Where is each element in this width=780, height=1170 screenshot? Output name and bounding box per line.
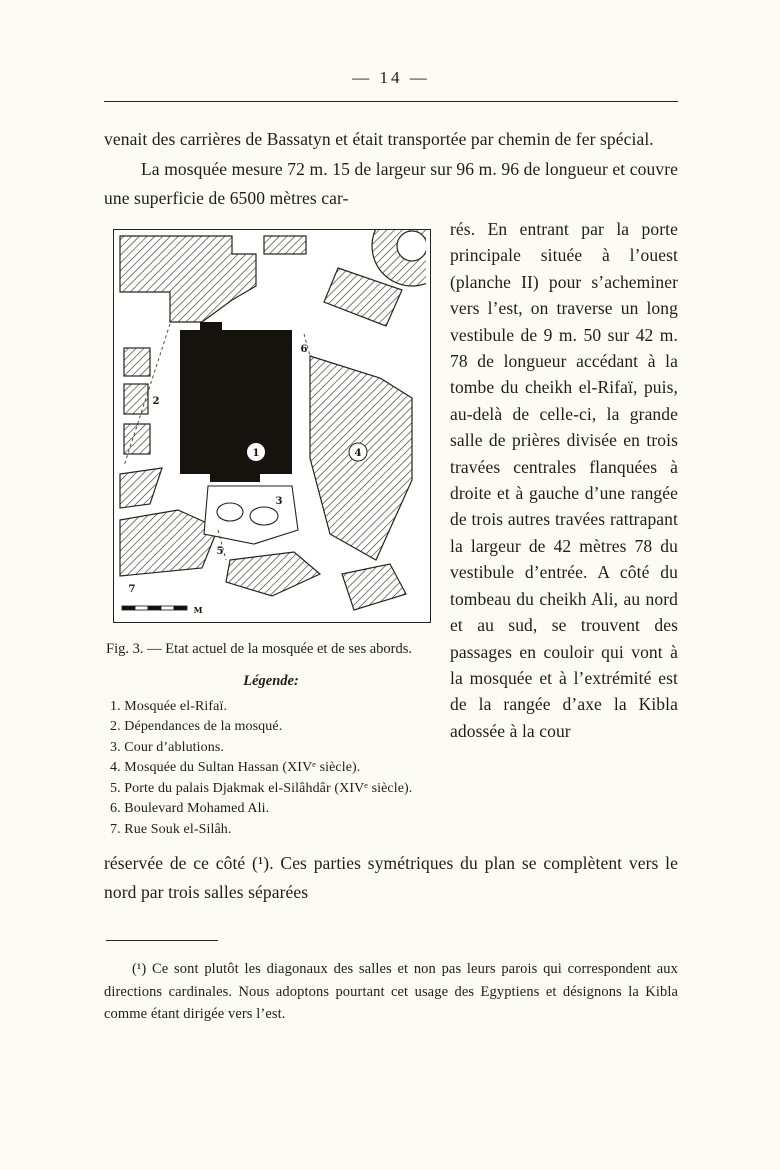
- legend-item-7: 7. Rue Souk el-Silâh.: [110, 821, 232, 837]
- footnote-block: [104, 940, 678, 1026]
- map-label-6: 6: [300, 344, 308, 355]
- legend-item-3: 3. Cour d’ablutions.: [110, 739, 224, 755]
- page-number: — 14 —: [352, 68, 430, 87]
- map-label-1: 1: [252, 448, 260, 459]
- figure-and-text-columns: [104, 216, 678, 840]
- map-label-2: 2: [152, 396, 160, 407]
- paragraph-mosque-intro: La mosquée mesure 72 m. 15 de largeur sur 96 m. 96 de longueur et couvre une superficie de 6500 mètres car-: [104, 159, 678, 208]
- footnote-text: (¹) Ce sont plutôt les diagonaux des salles et non pas leurs parois qui correspondent aux directions cardinales. Nous adoptons pourtant cet usage des Egyptiens et désignons la Kibla comme étant dirigée vers l’est.: [104, 961, 678, 1022]
- legend-item-6: 6. Boulevard Mohamed Ali.: [110, 801, 270, 816]
- legend-title: Légende:: [243, 672, 299, 689]
- roundabout: [397, 231, 426, 261]
- mosque-footprint: [180, 322, 292, 482]
- figure-caption: Fig. 3. — Etat actuel de la mosquée et de ses abords.: [106, 641, 413, 657]
- legend-item-4: 4. Mosquée du Sultan Hassan (XIVᵉ siècle).: [110, 760, 361, 775]
- legend-item-2: 2. Dépendances de la mosqué.: [110, 719, 283, 734]
- figure-frame: [113, 229, 431, 623]
- legend-item-5: 5. Porte du palais Djakmak el-Silâhdâr (XIVᵉ siècle).: [110, 780, 413, 796]
- figure-column: [104, 216, 438, 840]
- map-label-4: 4: [354, 448, 362, 459]
- map-scale-label: M: [193, 605, 203, 615]
- legend-item-1: 1. Mosquée el-Rifaï.: [110, 698, 228, 714]
- scale-bar: [122, 606, 187, 610]
- site-plan-map: [114, 230, 426, 618]
- paragraph-continuation: venait des carrières de Bassatyn et était transportée par chemin de fer spécial.: [104, 129, 654, 149]
- legend-list: [104, 697, 438, 841]
- paragraph-conclusion: réservée de ce côté (¹). Ces parties symétriques du plan se complètent vers le nord par trois salles séparées: [104, 853, 678, 902]
- map-label-3: 3: [275, 496, 283, 507]
- footnote-rule: [106, 940, 218, 941]
- map-label-5: 5: [216, 546, 224, 557]
- header-rule: [104, 101, 678, 102]
- wrapped-body-text: rés. En entrant par la porte principale située à l’ouest (planche II) pour s’acheminer vers l’est, on traverse un long vestibule de 9 m. 50 sur 42 m. 78 de longueur accédant à la tombe du cheikh el-Rifaï, puis, au-delà de celle-ci, la grande salle de prières divisée en trois travées centrales flanquées à droite et à gauche d’une rangée de trois autres travées rattrapant la largeur de 42 mètres 78 du vestibule d’entrée. A côté du tombeau du cheikh Ali, au nord et au sud, se trouvent des passages en couloir qui vont à la mosquée et à l’extrémité est de la rangée d’axe la Kibla adossée à la cour: [450, 219, 678, 741]
- map-label-7: 7: [128, 584, 136, 595]
